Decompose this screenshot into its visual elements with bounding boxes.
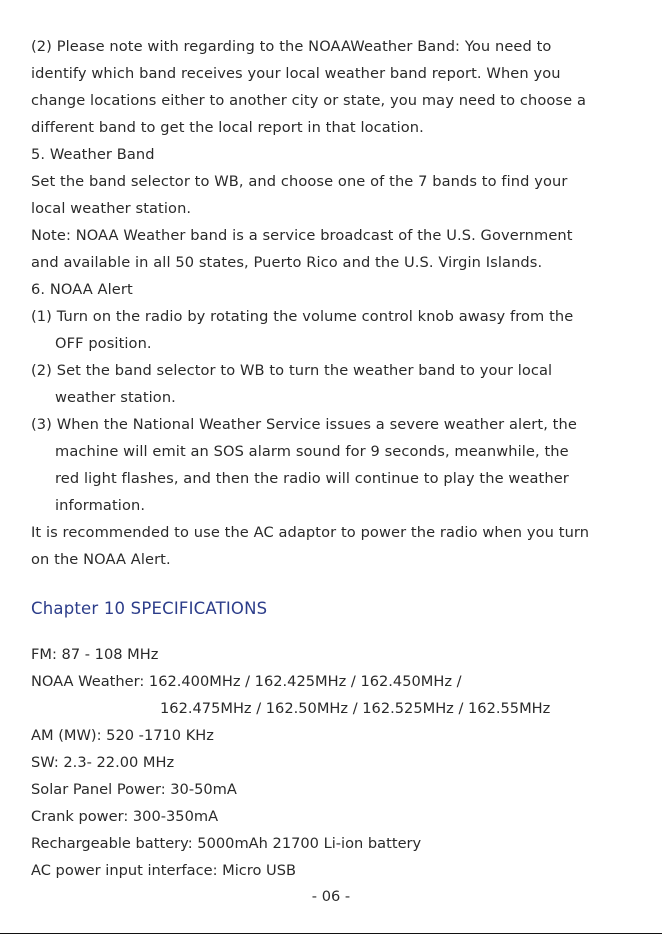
text-line: identify which band receives your local weather band report. When you bbox=[31, 65, 561, 82]
spec-item: SW: 2.3- 22.00 MHz bbox=[31, 754, 175, 771]
spec-item: AM (MW): 520 -1710 KHz bbox=[31, 727, 214, 744]
spec-item: AC power input interface: Micro USB bbox=[31, 862, 296, 879]
chapter-title: Chapter 10 SPECIFICATIONS bbox=[31, 599, 268, 618]
text-line: (2) Please note with regarding to the NOAAWeather Band: You need to bbox=[31, 38, 552, 55]
text-line: (2) Set the band selector to WB to turn the weather band to your local bbox=[31, 362, 553, 379]
text-line: and available in all 50 states, Puerto Rico and the U.S. Virgin Islands. bbox=[31, 254, 543, 271]
bottom-divider bbox=[0, 933, 662, 934]
spec-item: Rechargeable battery: 5000mAh 21700 Li-ion battery bbox=[31, 835, 422, 852]
text-line: (1) Turn on the radio by rotating the volume control knob awasy from the bbox=[31, 308, 574, 325]
text-line: (3) When the National Weather Service issues a severe weather alert, the bbox=[31, 416, 577, 433]
text-line: OFF position. bbox=[55, 335, 152, 352]
text-line: 6. NOAA Alert bbox=[31, 281, 133, 298]
text-line: local weather station. bbox=[31, 200, 192, 217]
specifications-list bbox=[31, 641, 631, 884]
text-line: different band to get the local report in that location. bbox=[31, 119, 424, 136]
spec-item: FM: 87 - 108 MHz bbox=[31, 646, 159, 663]
text-line: 5. Weather Band bbox=[31, 146, 155, 163]
text-line: machine will emit an SOS alarm sound for 9 seconds, meanwhile, the bbox=[55, 443, 569, 460]
text-line: change locations either to another city or state, you may need to choose a bbox=[31, 92, 586, 109]
spec-item: Solar Panel Power: 30-50mA bbox=[31, 781, 237, 798]
page-number: - 06 - bbox=[311, 888, 351, 905]
text-line: Note: NOAA Weather band is a service broadcast of the U.S. Government bbox=[31, 227, 573, 244]
text-line: weather station. bbox=[55, 389, 176, 406]
body-text bbox=[31, 33, 631, 573]
text-line: Set the band selector to WB, and choose one of the 7 bands to find your bbox=[31, 173, 568, 190]
spec-item: 162.475MHz / 162.50MHz / 162.525MHz / 162.55MHz bbox=[160, 700, 551, 717]
text-line: red light flashes, and then the radio will continue to play the weather bbox=[55, 470, 569, 487]
text-line: on the NOAA Alert. bbox=[31, 551, 171, 568]
text-line: information. bbox=[55, 497, 146, 514]
manual-page bbox=[31, 33, 631, 884]
spec-item: Crank power: 300-350mA bbox=[31, 808, 219, 825]
spec-item: NOAA Weather: 162.400MHz / 162.425MHz / 162.450MHz / bbox=[31, 673, 462, 690]
text-line: It is recommended to use the AC adaptor to power the radio when you turn bbox=[31, 524, 590, 541]
